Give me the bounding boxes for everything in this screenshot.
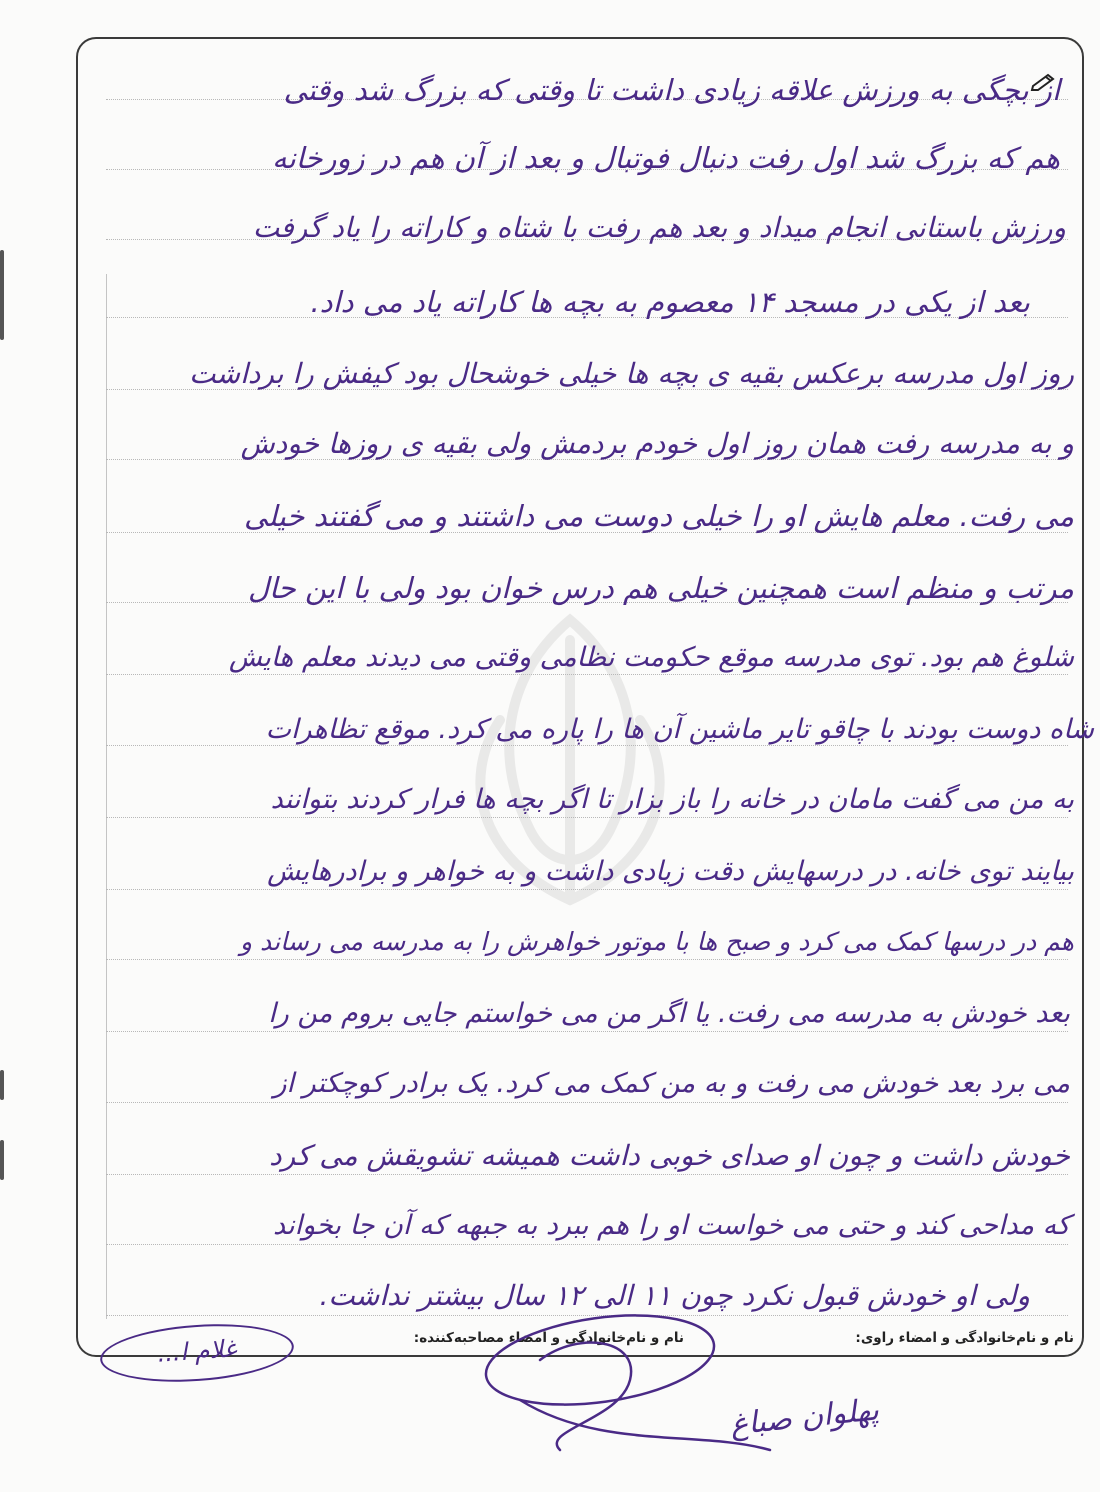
margin-line	[106, 274, 107, 1319]
narrator-signature-text: غلام ا...	[156, 1334, 238, 1368]
handwritten-line: روز اول مدرسه برعکس بقیه ی بچه ها خیلی خوشحال بود کیفش را برداشت	[189, 357, 1074, 390]
handwritten-line: می رفت. معلم هایش او را خیلی دوست می داشتند و می گفتند خیلی	[243, 499, 1074, 533]
interviewer-signature-label: نام و نام‌خانوادگی و امضاء مصاحبه‌کننده:	[413, 1330, 684, 1346]
handwritten-line: هم که بزرگ شد اول رفت دنبال فوتبال و بعد از آن هم در زورخانه	[272, 141, 1060, 175]
handwritten-line: شاه دوست بودند با چاقو تایر ماشین آن ها را پاره می کرد. موقع تظاهرات	[265, 714, 1094, 745]
handwritten-line: بیایند توی خانه. در درسهایش دقت زیادی داشت و به خواهر و برادرهایش	[267, 856, 1074, 887]
handwritten-line: بعد خودش به مدرسه می رفت. یا اگر من می خواستم جایی بروم من را	[268, 998, 1070, 1029]
scan-edge-mark	[0, 1070, 4, 1100]
handwritten-line: مرتب و منظم است همچنین خیلی هم درس خوان بود ولی با این حال	[247, 571, 1074, 605]
handwritten-line: و به مدرسه رفت همان روز اول خودم بردمش ولی بقیه ی روزها خودش	[240, 427, 1074, 460]
handwritten-line: شلوغ هم بود. توی مدرسه موقع حکومت نظامی وقتی می دیدند معلم هایش	[228, 642, 1074, 673]
scan-edge-mark	[0, 1140, 4, 1180]
handwritten-line: به من می گفت مامان در خانه را باز بزار تا اگر بچه ها فرار کردند بتوانند	[270, 784, 1074, 815]
interviewer-signature: پهلوان صباغ	[728, 1392, 881, 1443]
handwritten-line: ولی او خودش قبول نکرد چون ۱۱ الی ۱۲ سال بیشتر نداشت.	[319, 1279, 1030, 1312]
scan-edge-mark	[0, 250, 4, 340]
handwritten-line: هم در درسها کمک می کرد و صبح ها با موتور خواهرش را به مدرسه می رساند و	[240, 927, 1074, 956]
handwritten-line: می برد بعد خودش می رفت و به من کمک می کرد. یک برادر کوچکتر از	[273, 1068, 1070, 1099]
handwritten-line: از بچگی به ورزش علاقه زیادی داشت تا وقتی که بزرگ شد وقتی	[283, 73, 1060, 107]
interviewer-signature-scrawl	[480, 1300, 780, 1470]
handwritten-line: خودش داشت و چون او صدای خوبی داشت همیشه تشویقش می کرد	[269, 1139, 1070, 1172]
handwritten-line: ورزش باستانی انجام میداد و بعد هم رفت با شتاه و کاراته را یاد گرفت	[252, 211, 1066, 244]
narrator-signature-label: نام و نام‌خانوادگی و امضاء راوی:	[855, 1330, 1074, 1346]
handwritten-line: بعد از یکی در مسجد ۱۴ معصوم به بچه ها کاراته یاد می داد.	[310, 285, 1030, 319]
handwritten-line: که مداحی کند و حتی می خواست او را هم ببرد به جبهه که آن جا بخواند	[272, 1210, 1070, 1241]
